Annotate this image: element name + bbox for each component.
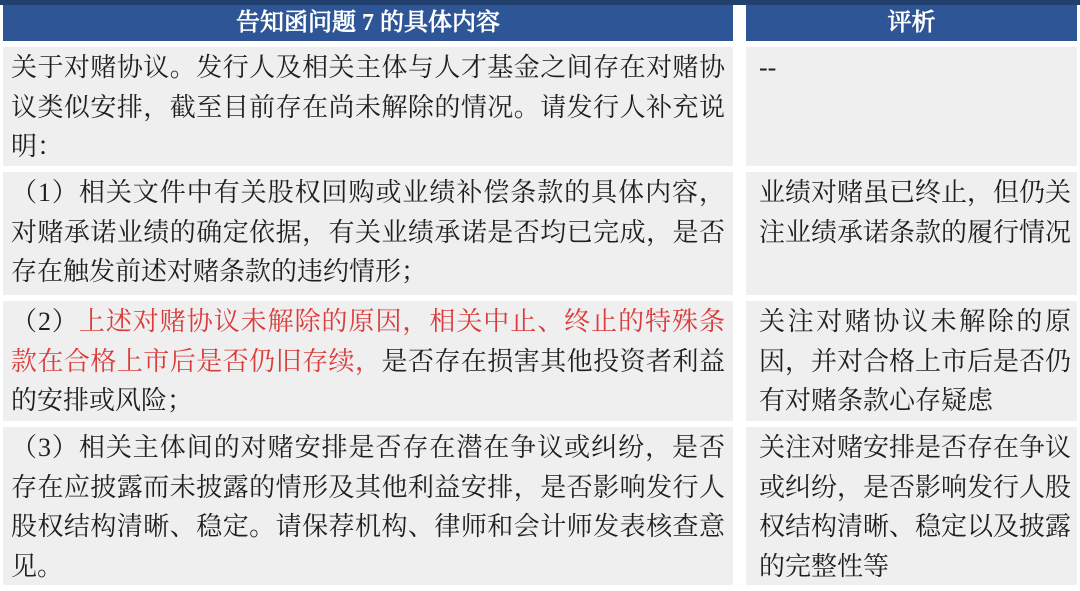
question-rest-3: 是否存在损害其他投资者利益的安排或风险； — [11, 346, 725, 415]
question-cell-3 — [3, 301, 733, 421]
comment-text-4: 关注对赌安排是否存在争议或纠纷，是否影响发行人股权结构清晰、稳定以及披露的完整性等 — [759, 433, 1072, 581]
header-question-label: 告知函问题 7 的具体内容 — [236, 10, 500, 36]
qa-table — [0, 5, 1080, 585]
comment-cell-3 — [746, 301, 1077, 421]
question-cell-1 — [3, 47, 733, 166]
comment-text-3: 关注对赌协议未解除的原因，并对合格上市后是否仍有对赌条款心存疑虑 — [759, 307, 1072, 415]
question-cell-4 — [3, 427, 733, 585]
header-comment-col — [746, 5, 1077, 41]
question-cell-2 — [3, 172, 733, 295]
question-text-4: （3）相关主体间的对赌安排是否存在潜在争议或纠纷，是否存在应披露而未披露的情形及其他利益安排，是否影响发行人股权结构清晰、稳定。请保荐机构、律师和会计师发表核查意见。 — [11, 433, 725, 581]
comment-cell-4 — [746, 427, 1077, 585]
header-question-col — [3, 5, 733, 41]
comment-cell-1 — [746, 47, 1077, 166]
header-comment-label: 评析 — [887, 10, 936, 36]
question-text-2: （1）相关文件中有关股权回购或业绩补偿条款的具体内容，对赌承诺业绩的确定依据，有关业绩承诺是否均已完成，是否存在触发前述对赌条款的违约情形； — [11, 178, 725, 286]
comment-text-2: 业绩对赌虽已终止，但仍关注业绩承诺条款的履行情况 — [759, 178, 1072, 247]
question-highlight-3: 上述对赌协议未解除的原因，相关中止、终止的特殊条款在合格上市后是否仍旧存续， — [11, 307, 725, 376]
comment-cell-2 — [746, 172, 1077, 295]
question-text-1: 关于对赌协议。发行人及相关主体与人才基金之间存在对赌协议类似安排，截至目前存在尚未解除的情况。请发行人补充说明： — [11, 53, 725, 161]
comment-text-1: -- — [759, 53, 777, 82]
question-prefix-3: （2） — [11, 307, 79, 336]
